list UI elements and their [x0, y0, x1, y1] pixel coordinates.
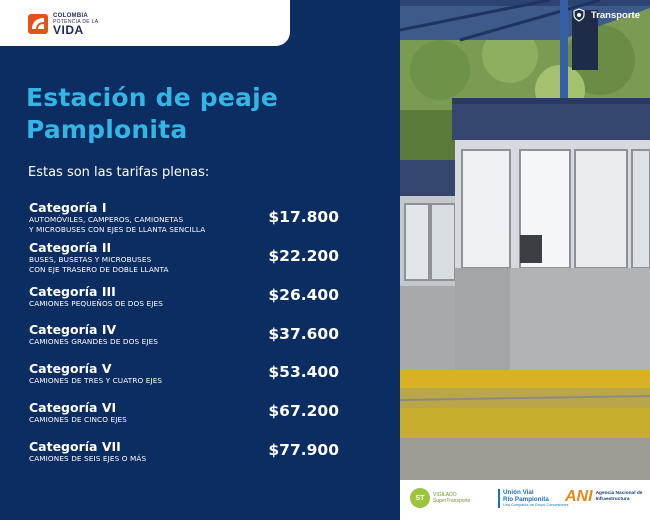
rate-description: CAMIONES DE CINCO EJES: [29, 415, 127, 424]
ministry-label: Transporte: [590, 9, 640, 21]
rate-price: $26.400: [268, 286, 339, 304]
page-subtitle: Estas son las tarifas plenas:: [28, 165, 210, 180]
header-logo-area: [0, 0, 290, 46]
rate-description: CAMIONES PEQUEÑOS DE DOS EJES: [29, 299, 163, 308]
rate-category: Categoría V: [29, 361, 112, 376]
toll-booth-photo: [400, 0, 650, 480]
toll-booth-illustration: [400, 0, 650, 480]
colombia-logo-icon: [28, 14, 48, 34]
st-line-1: VIGILADO: [433, 492, 457, 498]
ministry-brand: [572, 8, 640, 22]
supertransporte-logo: [410, 488, 470, 508]
st-line-2: SuperTransporte: [433, 498, 471, 504]
uv-line-1: Unión Vial: [503, 489, 534, 496]
rate-category: Categoría VII: [29, 439, 121, 454]
rate-price: $53.400: [268, 363, 339, 381]
page-title: Estación de peaje Pamplonita: [26, 83, 279, 144]
rate-description: CAMIONES GRANDES DE DOS EJES: [29, 337, 159, 346]
rate-row: [29, 241, 349, 274]
rate-row: [29, 323, 349, 347]
st-badge: ST: [410, 488, 430, 508]
rate-row: [29, 201, 349, 234]
rate-price: $77.900: [268, 441, 339, 459]
rate-description: AUTOMÓVILES, CAMPEROS, CAMIONETAS Y MICROBUSES CON EJES DE LLANTA SENCILLA: [29, 215, 206, 234]
rate-row: [29, 362, 349, 386]
rate-row: [29, 401, 349, 425]
rate-row: [29, 440, 349, 464]
rate-row: [29, 285, 349, 309]
rate-description: CAMIONES DE SEIS EJES O MÁS: [29, 454, 147, 463]
rate-description: BUSES, BUSETAS Y MICROBUSES CON EJE TRASERO DE DOBLE LLANTA: [29, 255, 169, 274]
rate-category: Categoría II: [29, 240, 112, 255]
partner-logos-strip: [400, 480, 650, 520]
rate-category: Categoría I: [29, 200, 107, 215]
rate-category: Categoría IV: [29, 322, 117, 337]
ani-line-2: Infraestructura: [595, 497, 630, 502]
ani-line-1: Agencia Nacional de: [595, 491, 643, 496]
logo-text-vida: VIDA: [53, 23, 84, 37]
logo-text-tagline: POTENCIA DE LA: [53, 19, 99, 25]
rate-category: Categoría III: [29, 284, 116, 299]
rate-price: $37.600: [268, 325, 339, 343]
rate-price: $17.800: [268, 208, 339, 226]
ani-mark: ANI: [565, 488, 593, 505]
crest-icon: [572, 8, 586, 22]
rate-category: Categoría VI: [29, 400, 117, 415]
rate-price: $67.200: [268, 402, 339, 420]
logo-text-country: COLOMBIA: [53, 13, 89, 19]
rate-description: CAMIONES DE TRES Y CUATRO EJES: [29, 376, 163, 385]
uv-line-2: Río Pamplonita: [503, 496, 549, 503]
union-vial-logo: [498, 489, 568, 508]
ani-logo: [565, 488, 642, 506]
uv-line-3: Una Compañía de Grupo Concesiones: [503, 503, 569, 507]
rate-price: $22.200: [268, 247, 339, 265]
